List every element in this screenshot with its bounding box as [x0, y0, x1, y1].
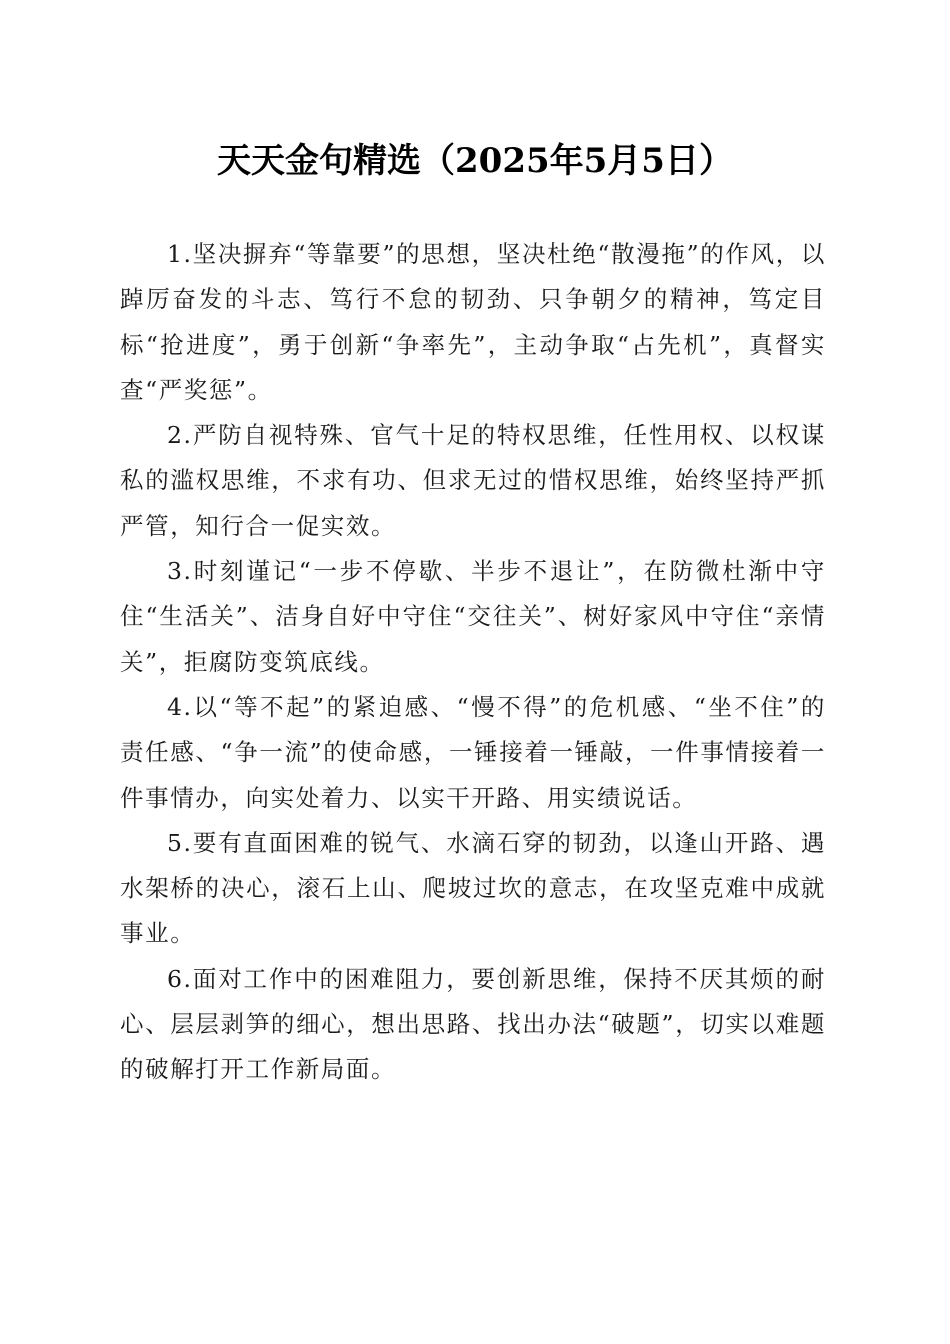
paragraph-4: 4.以“等不起”的紧迫感、“慢不得”的危机感、“坐不住”的责任感、“争一流”的使命感，一锤接着一锤敲，一件事情接着一件事情办，向实处着力、以实干开路、用实绩说话。	[120, 692, 826, 812]
document-body	[120, 232, 826, 1093]
paragraph-2: 2.严防自视特殊、官气十足的特权思维，任性用权、以权谋私的滥权思维，不求有功、但求无过的惜权思维，始终坚持严抓严管，知行合一促实效。	[120, 421, 826, 540]
paragraph-6: 6.面对工作中的困难阻力，要创新思维，保持不厌其烦的耐心、层层剥笋的细心，想出思路、找出办法“破题”，切实以难题的破解打开工作新局面。	[120, 964, 826, 1084]
document-title: 天天金句精选（2025年5月5日）	[217, 141, 733, 181]
paragraph-5: 5.要有直面困难的锐气、水滴石穿的韧劲，以逢山开路、遇水架桥的决心，滚石上山、爬坡过坎的意志，在攻坚克难中成就事业。	[120, 828, 826, 948]
paragraph-1: 1.坚决摒弃“等靠要”的思想，坚决杜绝“散漫拖”的作风，以踔厉奋发的斗志、笃行不怠的韧劲、只争朝夕的精神，笃定目标“抢进度”，勇于创新“争率先”，主动争取“占先机”，真督实查“严奖惩”。	[120, 240, 826, 404]
paragraph-3: 3.时刻谨记“一步不停歇、半步不退让”，在防微杜渐中守住“生活关”、洁身自好中守住“交往关”、树好家风中守住“亲情关”，拒腐防变筑底线。	[120, 557, 826, 676]
